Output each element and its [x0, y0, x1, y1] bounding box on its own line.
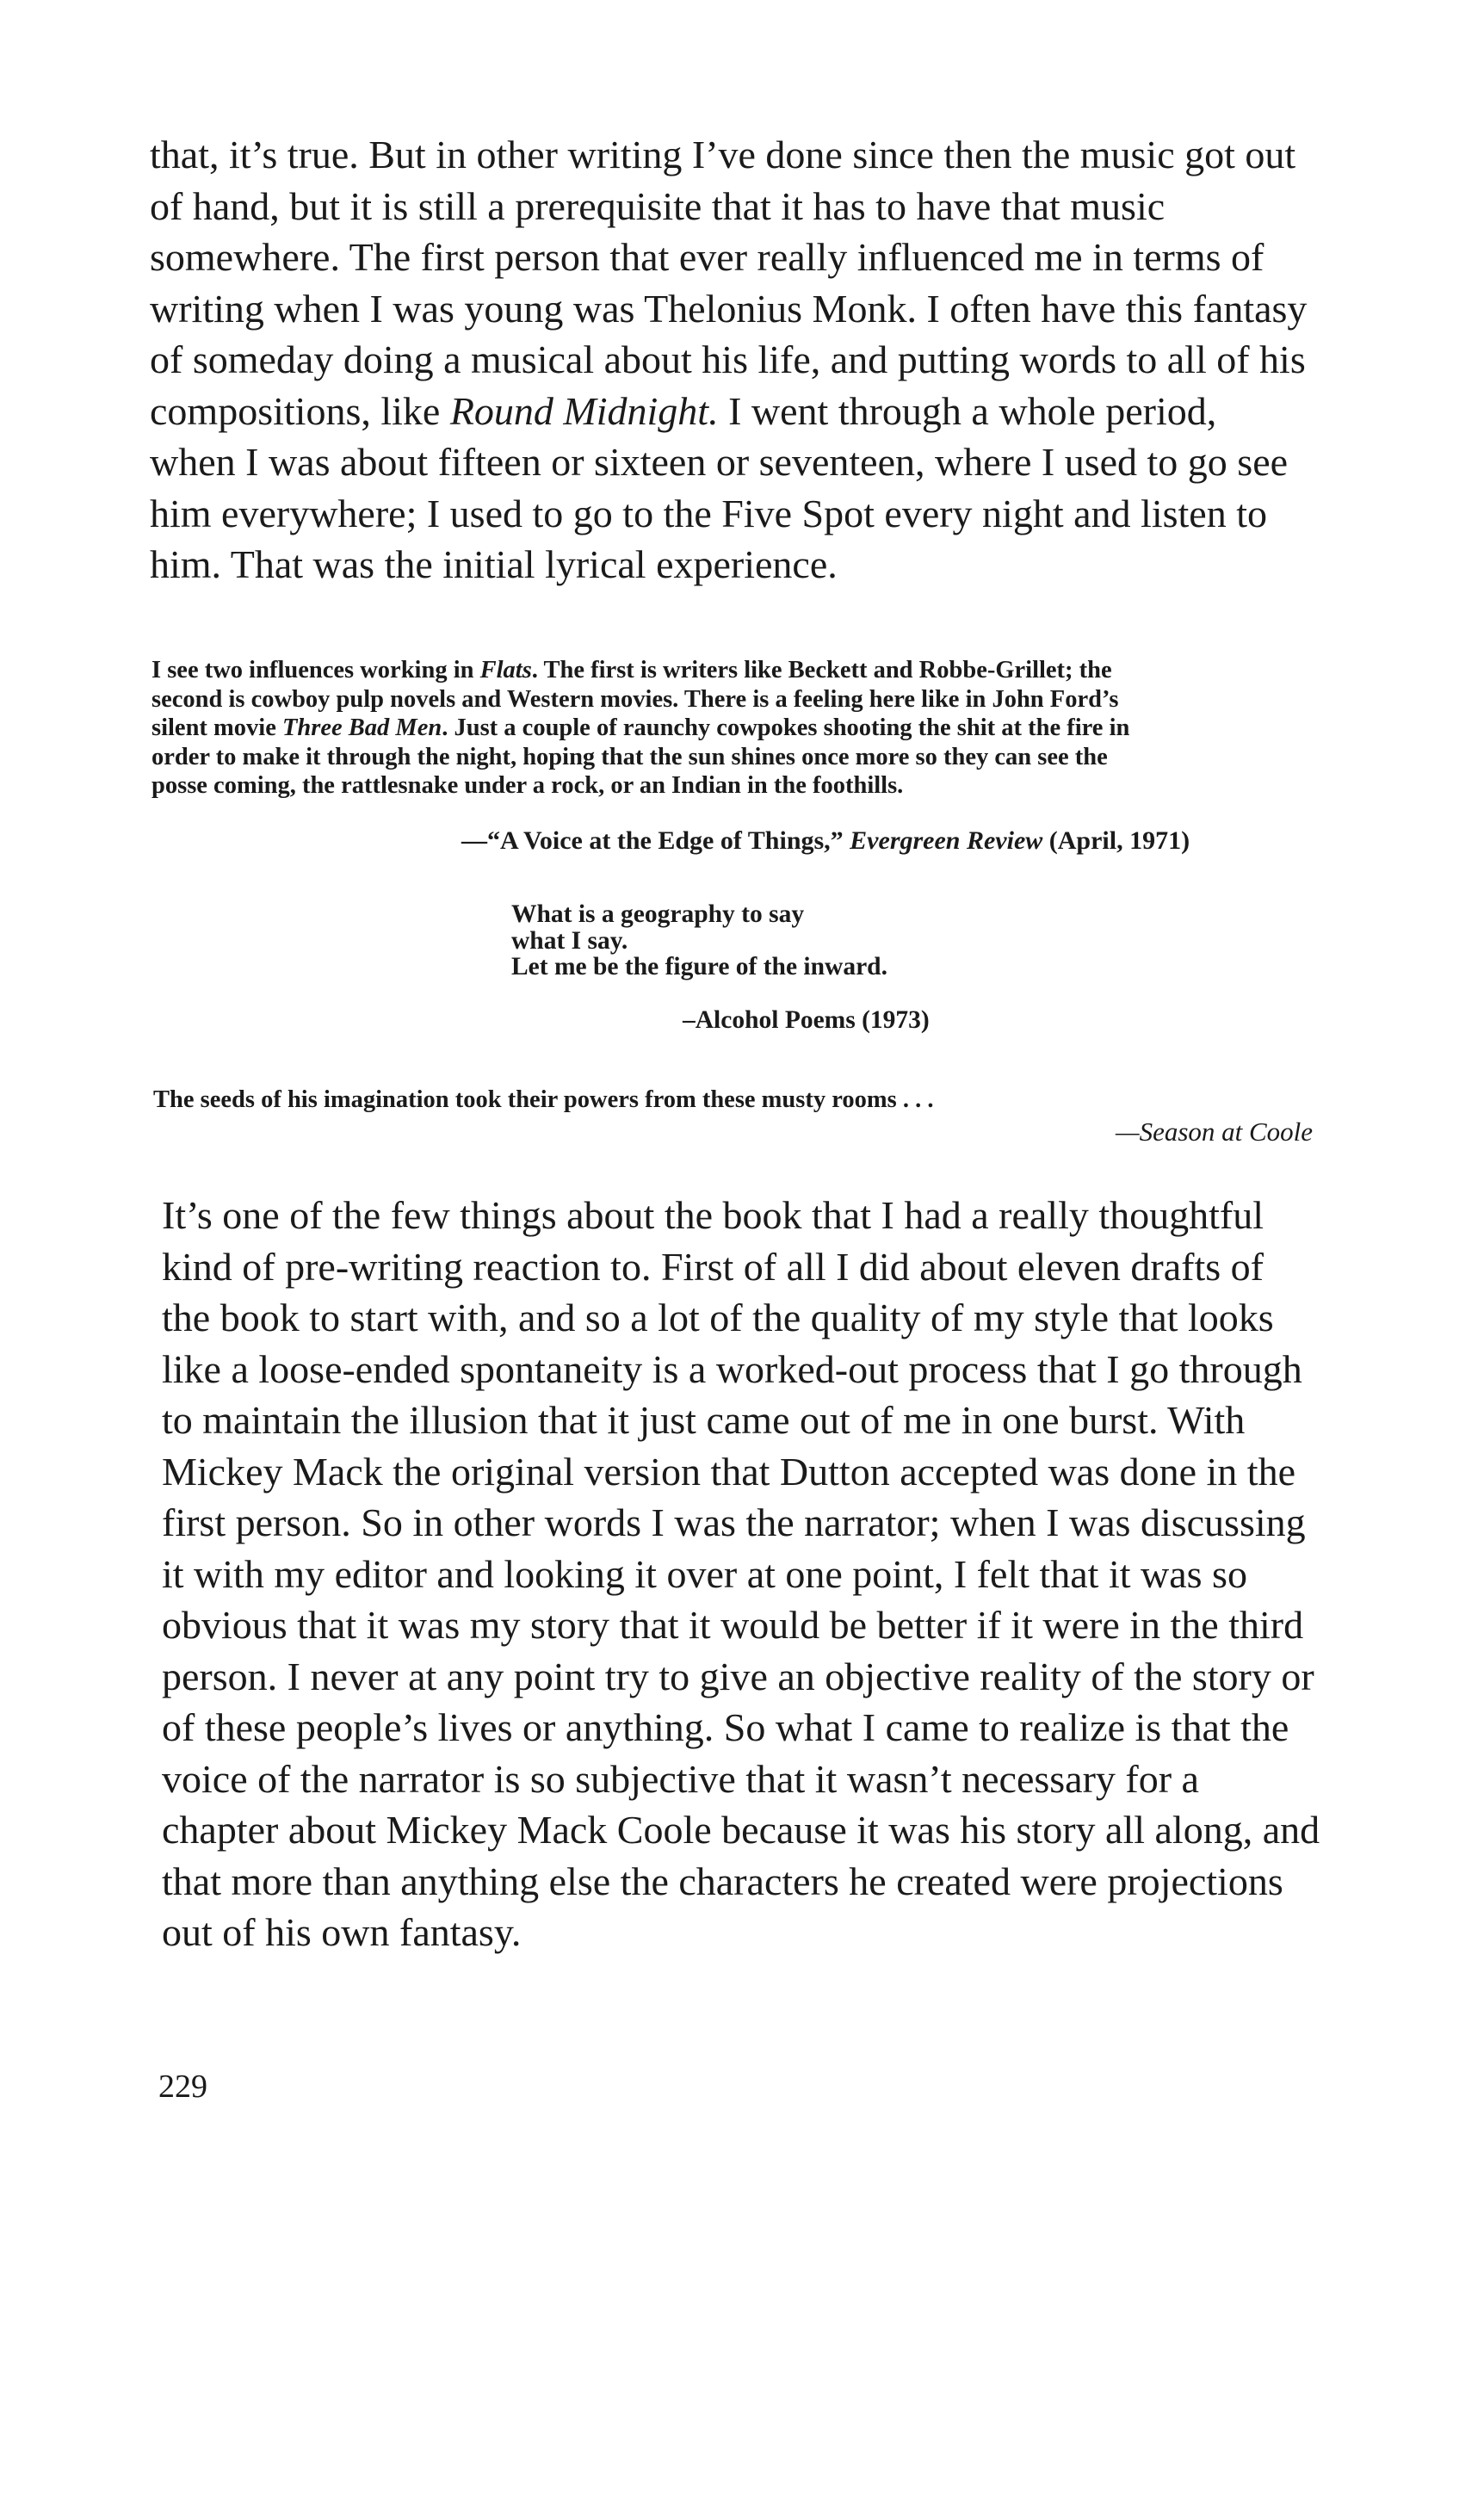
text-line: him. That was the initial lyrical experience.: [150, 542, 838, 586]
text-line: of these people’s lives or anything. So what I came to realize is that the: [162, 1705, 1289, 1749]
text-fragment: (April, 1971): [1042, 826, 1190, 855]
text-fragment: I see two influences working in: [151, 657, 480, 683]
text-line: like a loose-ended spontaneity is a worked-out process that I go through: [162, 1346, 1302, 1391]
poem-line: What is a geography to say: [511, 900, 805, 928]
text-line: of hand, but it is still a prerequisite that it has to have that music: [150, 183, 1166, 228]
text-line: that, it’s true. But in other writing I’ve done since then the music got out: [150, 133, 1296, 176]
text-line: of someday doing a musical about his life, and putting words to all of his: [150, 337, 1306, 381]
opening-paragraph: [150, 129, 1355, 591]
text-line: It’s one of the few things about the book that I had a really thoughtful: [162, 1193, 1264, 1237]
text-line: first person. So in other words I was the narrator; when I was discussing: [162, 1500, 1306, 1544]
work-title: Round Midnight.: [449, 388, 719, 433]
text-line: when I was about fifteen or sixteen or seventeen, where I used to go see: [150, 440, 1289, 484]
text-line: [150, 386, 1355, 437]
poem-excerpt: [511, 901, 887, 980]
text-line: voice of the narrator is so subjective that it wasn’t necessary for a: [162, 1756, 1199, 1801]
quote-attribution: [461, 826, 1190, 856]
poem-line: Let me be the figure of the inward.: [511, 953, 887, 980]
poem-attribution: –Alcohol Poems (1973): [683, 1006, 930, 1034]
review-quote: [151, 656, 1357, 801]
epigraph-attribution: —Season at Coole: [1116, 1116, 1314, 1147]
text-line: somewhere. The first person that ever really influenced me in terms of: [150, 235, 1264, 279]
text-line: to maintain the illusion that it just came out of me in one burst. With: [162, 1398, 1246, 1442]
poem-line: what I say.: [511, 926, 628, 955]
quote-line: [151, 656, 1357, 685]
text-fragment: . The first is writers like Beckett and Robbe-Grillet; the: [531, 657, 1112, 683]
work-title: Flats: [479, 657, 532, 683]
text-fragment: silent movie: [151, 714, 282, 741]
text-fragment: I went through a whole period,: [718, 388, 1217, 433]
text-line: kind of pre-writing reaction to. First of all I did about eleven drafts of: [162, 1244, 1264, 1289]
quote-line: order to make it through the night, hoping that the sun shines once more so they can see the: [151, 743, 1108, 770]
text-line: the book to start with, and so a lot of the quality of my style that looks: [162, 1296, 1274, 1339]
epigraph-text: The seeds of his imagination took their powers from these musty rooms . . .: [153, 1086, 934, 1113]
text-line: that more than anything else the characters he created were projections: [162, 1859, 1283, 1903]
text-fragment: —“A Voice at the Edge of Things,”: [461, 826, 850, 855]
text-line: person. I never at any point try to give an objective reality of the story or: [162, 1654, 1314, 1698]
text-line: it with my editor and looking it over at one point, I felt that it was so: [162, 1551, 1247, 1596]
main-paragraph: [162, 1190, 1367, 1958]
text-fragment: compositions, like: [150, 388, 450, 433]
text-line: writing when I was young was Thelonius Monk. I often have this fantasy: [150, 286, 1308, 331]
text-line: Mickey Mack the original version that Dutton accepted was done in the: [162, 1449, 1295, 1494]
quote-line: posse coming, the rattlesnake under a rock, or an Indian in the foothills.: [151, 772, 904, 799]
quote-line: second is cowboy pulp novels and Western movies. There is a feeling here like in John Ford’s: [151, 685, 1119, 713]
text-line: chapter about Mickey Mack Coole because it was his story all along, and: [162, 1808, 1320, 1852]
text-line: obvious that it was my story that it would be better if it were in the third: [162, 1603, 1304, 1647]
text-fragment: . Just a couple of raunchy cowpokes shooting the shit at the fire in: [442, 714, 1130, 741]
source-title: Evergreen Review: [850, 826, 1043, 855]
text-line: out of his own fantasy.: [162, 1910, 522, 1954]
page-number: 229: [158, 2069, 207, 2105]
work-title: Three Bad Men: [281, 714, 442, 741]
text-line: him everywhere; I used to go to the Five Spot every night and listen to: [150, 491, 1267, 535]
quote-line: [151, 714, 1357, 743]
